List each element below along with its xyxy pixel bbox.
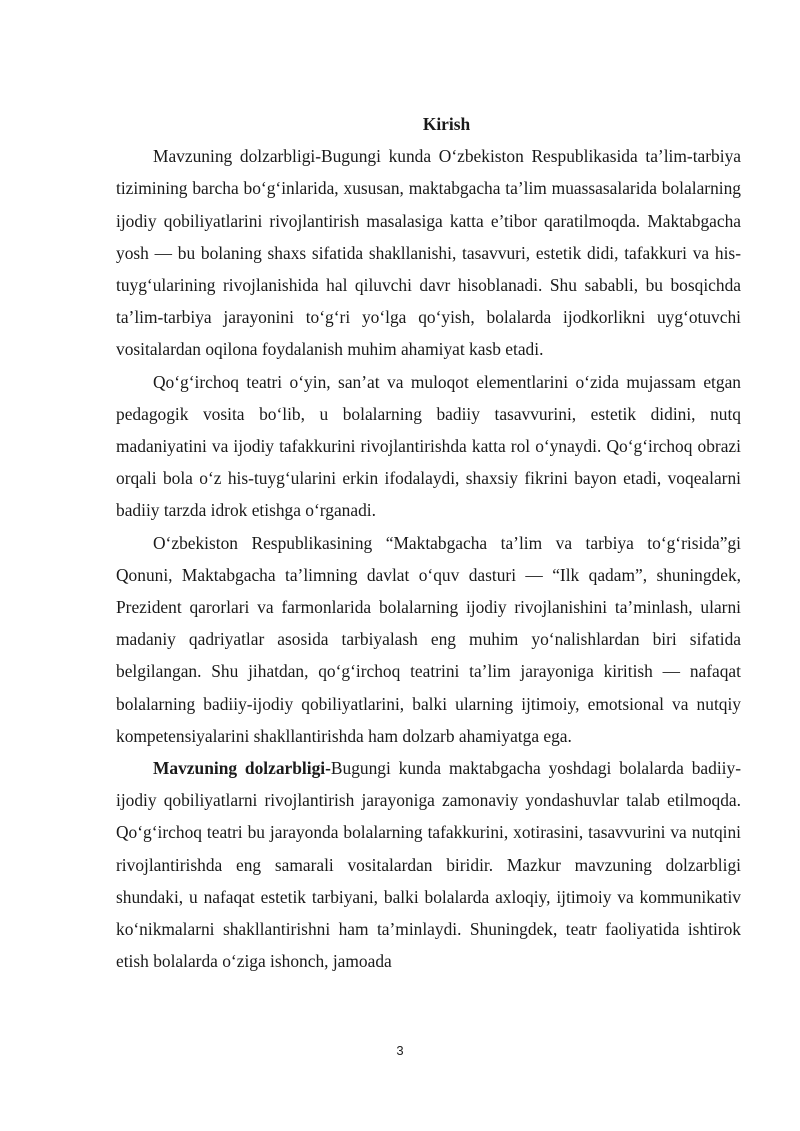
page-number: 3 bbox=[396, 1043, 404, 1058]
paragraph-4-text: Bugungi kunda maktabgacha yoshdagi bolalarda badiiy-ijodiy qobiliyatlarni rivojlantirish jarayoniga zamonaviy yondashuvlar talab etilmoqda. Qo‘g‘irchoq teatri bu jarayonda bolalarning tafakkurini, xotirasini, tasavvurini va nutqini rivojlantirishda eng samarali vositalardan biridir. Mazkur mavzuning dolzarbligi shundaki, u nafaqat estetik tarbiyani, balki bolalarda axloqiy, ijtimoiy va kommunikativ ko‘nikmalarni shakllantirishni ham ta’minlaydi. Shuningdek, teatr faoliyatida ishtirok etish bolalarda o‘ziga ishonch, jamoada bbox=[116, 758, 741, 972]
paragraph-3: O‘zbekiston Respublikasining “Maktabgacha ta’lim va tarbiya to‘g‘risida”gi Qonuni, Maktabgacha ta’limning davlat o‘quv dasturi — “Ilk qadam”, shuningdek, Prezident qarorlari va farmonlarida bolalarning ijodiy rivojlanishini ta’minlash, ularni madaniy qadriyatlar asosida tarbiyalash eng muhim yo‘nalishlardan biri sifatida belgilangan. Shu jihatdan, qo‘g‘irchoq teatrini ta’lim jarayoniga kiritish — nafaqat bolalarning badiiy-ijodiy qobiliyatlarini, balki ularning ijtimoiy, emotsional va nutqiy kompetensiyalarini shakllantirishda ham dolzarb ahamiyatga ega. bbox=[116, 532, 741, 746]
section-heading: Kirish bbox=[422, 114, 471, 134]
document-body bbox=[116, 108, 741, 977]
paragraph-4 bbox=[116, 752, 741, 977]
paragraph-4-lead: Mavzuning dolzarbligi- bbox=[153, 758, 331, 779]
paragraph-1: Mavzuning dolzarbligi-Bugungi kunda O‘zbekiston Respublikasida ta’lim-tarbiya tizimining barcha bo‘g‘inlarida, xususan, maktabgacha ta’lim muassasalarida bolalarning ijodiy qobiliyatlarini rivojlantirish masalasiga katta e’tibor qaratilmoqda. Maktabgacha yosh — bu bolaning shaxs sifatida shakllanishi, tasavvuri, estetik didi, tafakkuri va his-tuyg‘ularining rivojlanishida hal qiluvchi davr hisoblanadi. Shu sababli, bu bosqichda ta’lim-tarbiya jarayonini to‘g‘ri yo‘lga qo‘yish, bolalarda ijodkorlikni uyg‘otuvchi vositalardan oqilona foydalanish muhim ahamiyat kasb etadi. bbox=[116, 146, 741, 360]
paragraph-2: Qo‘g‘irchoq teatri o‘yin, san’at va muloqot elementlarini o‘zida mujassam etgan pedagogik vosita bo‘lib, u bolalarning badiiy tasavvurini, estetik didini, nutq madaniyatini va ijodiy tafakkurini rivojlantirishda katta rol o‘ynaydi. Qo‘g‘irchoq obrazi orqali bola o‘z his-tuyg‘ularini erkin ifodalaydi, shaxsiy fikrini bayon etadi, voqealarni badiiy tarzda idrok etishga o‘rganadi. bbox=[116, 371, 741, 521]
